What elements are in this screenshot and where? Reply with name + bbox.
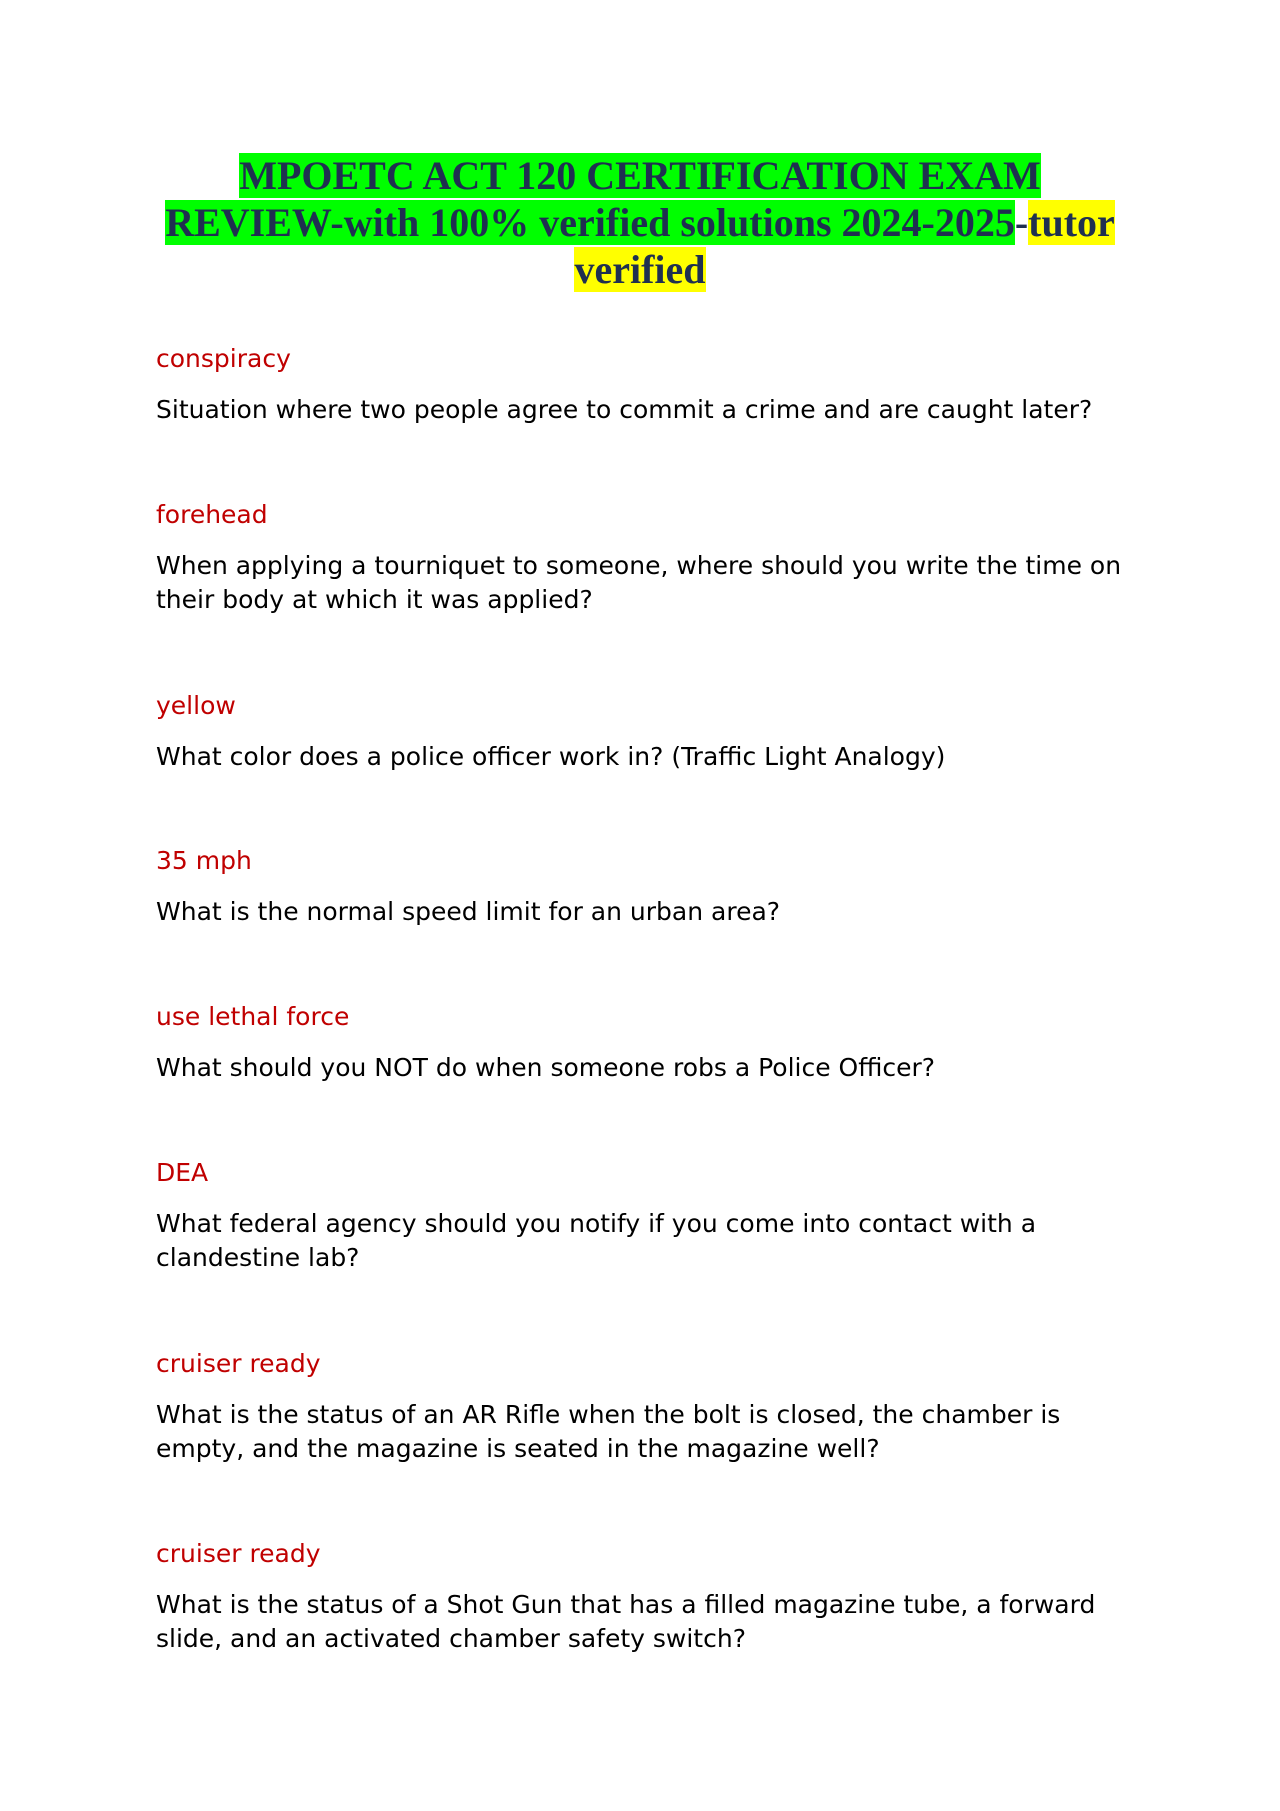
qa-item <box>156 342 1146 427</box>
qa-item <box>156 689 1146 774</box>
qa-item <box>156 1347 1146 1466</box>
answer-text: forehead <box>156 500 268 529</box>
title-verified: verified <box>574 247 706 292</box>
question-text: What federal agency should you notify if you come into contact with a clandestine lab? <box>156 1209 1037 1272</box>
answer-text: use lethal force <box>156 1002 350 1031</box>
question-text: What is the normal speed limit for an urban area? <box>156 897 781 926</box>
title-dash: - <box>1014 200 1029 245</box>
title-line-2: REVIEW-with 100% verified solutions 2024-2025 <box>165 200 1015 245</box>
question-text: Situation where two people agree to commit a crime and are caught later? <box>156 395 1093 424</box>
answer-text: yellow <box>156 691 236 720</box>
qa-item <box>156 1537 1146 1656</box>
answer-text: conspiracy <box>156 344 291 373</box>
question-text: What is the status of a Shot Gun that has a filled magazine tube, a forward slide, and an activated chamber safety switch? <box>156 1590 1096 1653</box>
question-text: What is the status of an AR Rifle when the bolt is closed, the chamber is empty, and the magazine is seated in the magazine well? <box>156 1400 1061 1463</box>
answer-text: cruiser ready <box>156 1539 321 1568</box>
qa-item <box>156 1000 1146 1085</box>
question-text: What should you NOT do when someone robs a Police Officer? <box>156 1053 936 1082</box>
answer-text: 35 mph <box>156 846 252 875</box>
title-tutor: tutor <box>1028 200 1115 245</box>
qa-item <box>156 844 1146 929</box>
question-text: When applying a tourniquet to someone, where should you write the time on their body at which it was applied? <box>156 551 1122 614</box>
document-title <box>140 152 1140 293</box>
qa-item <box>156 498 1146 617</box>
qa-item <box>156 1156 1146 1275</box>
title-line-1: MPOETC ACT 120 CERTIFICATION EXAM <box>239 153 1041 198</box>
answer-text: cruiser ready <box>156 1349 321 1378</box>
question-text: What color does a police officer work in? (Traffic Light Analogy) <box>156 742 946 771</box>
answer-text: DEA <box>156 1158 209 1187</box>
